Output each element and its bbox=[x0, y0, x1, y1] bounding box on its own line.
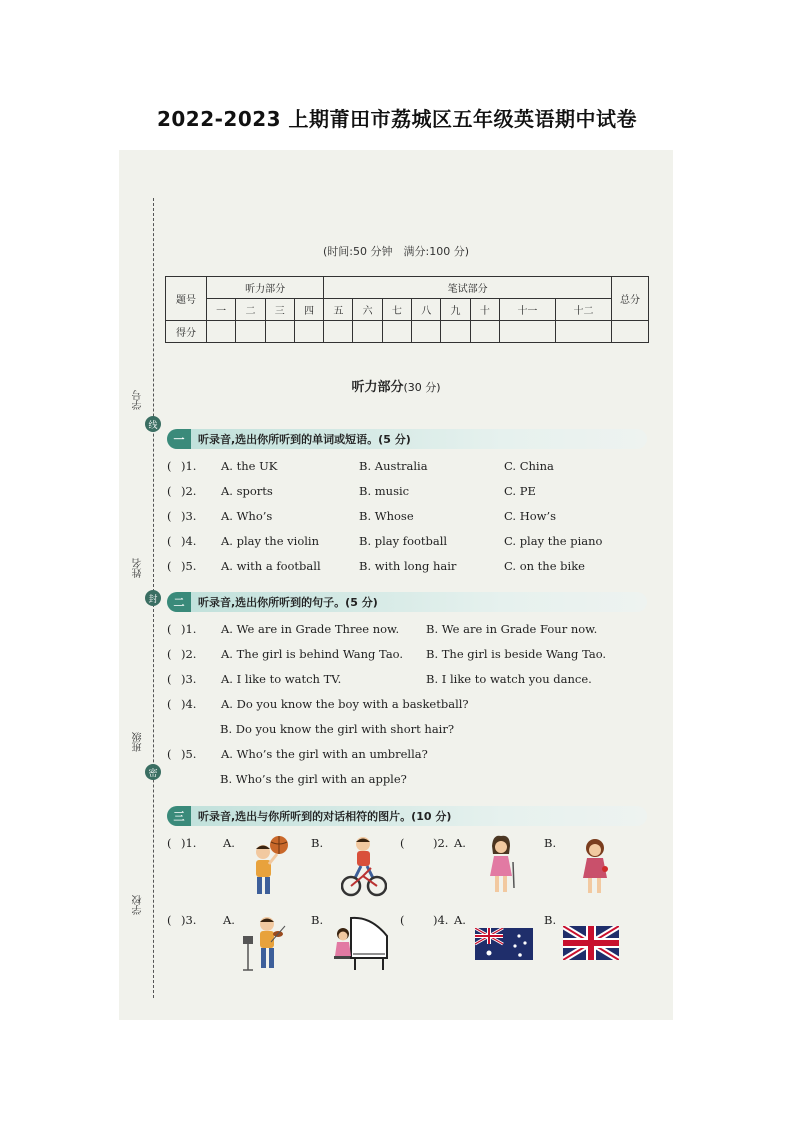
score-table-q-label: 题号 bbox=[166, 277, 207, 321]
answer-paren[interactable]: ( bbox=[167, 747, 172, 761]
score-table-total: 总分 bbox=[612, 277, 649, 321]
australia-flag-picture[interactable] bbox=[475, 928, 533, 960]
seal-mi: 密 bbox=[145, 764, 161, 780]
question-number: )4. bbox=[181, 697, 197, 711]
boy-on-bike-picture[interactable] bbox=[341, 834, 387, 900]
score-cell[interactable] bbox=[555, 321, 611, 343]
score-cell[interactable] bbox=[294, 321, 323, 343]
answer-paren[interactable]: ( bbox=[167, 459, 172, 473]
score-col: 七 bbox=[382, 299, 411, 321]
section-1-header bbox=[167, 429, 647, 449]
score-col: 一 bbox=[207, 299, 236, 321]
answer-paren[interactable]: ( bbox=[167, 534, 172, 548]
question-number: )1. bbox=[181, 836, 197, 850]
question-row bbox=[167, 484, 657, 500]
section-3-header bbox=[167, 806, 647, 826]
question-number: )1. bbox=[181, 622, 197, 636]
option-a: A. The girl is behind Wang Tao. bbox=[221, 647, 404, 661]
option-b: B. Do you know the girl with short hair? bbox=[220, 722, 455, 736]
question-number: )1. bbox=[181, 459, 197, 473]
option-b: B. bbox=[544, 913, 557, 927]
option-c: C. play the piano bbox=[504, 534, 603, 548]
option-b: B. We are in Grade Four now. bbox=[426, 622, 598, 636]
option-b: B. Who’s the girl with an apple? bbox=[220, 772, 407, 786]
score-cell[interactable] bbox=[412, 321, 441, 343]
document-title: 2022-2023 上期莆田市荔城区五年级英语期中试卷 bbox=[156, 107, 638, 131]
question-row bbox=[167, 747, 657, 763]
section-3-number: 三 bbox=[167, 806, 191, 826]
question-number: )2. bbox=[181, 647, 197, 661]
option-b: B. with long hair bbox=[359, 559, 457, 573]
exam-scan bbox=[119, 150, 673, 1020]
score-col: 十一 bbox=[499, 299, 555, 321]
option-c: C. China bbox=[504, 459, 554, 473]
option-b: B. The girl is beside Wang Tao. bbox=[426, 647, 607, 661]
side-label-banji: 班级 bbox=[133, 732, 144, 752]
question-row bbox=[167, 697, 657, 713]
score-col: 六 bbox=[353, 299, 382, 321]
question-number: )3. bbox=[181, 672, 197, 686]
section-2-number: 二 bbox=[167, 592, 191, 612]
answer-paren[interactable]: ( bbox=[400, 836, 405, 850]
score-col: 十 bbox=[470, 299, 499, 321]
score-cell[interactable] bbox=[470, 321, 499, 343]
option-a: A. with a football bbox=[221, 559, 321, 573]
question-number: )4. bbox=[181, 534, 197, 548]
section-1-number: 一 bbox=[167, 429, 191, 449]
part-title-text: 听力部分 bbox=[351, 380, 404, 395]
answer-paren[interactable]: ( bbox=[167, 836, 172, 850]
answer-paren[interactable]: ( bbox=[167, 697, 172, 711]
option-a: A. Do you know the boy with a basketball? bbox=[221, 697, 469, 711]
seal-feng: 封 bbox=[145, 590, 161, 606]
answer-paren[interactable]: ( bbox=[400, 913, 405, 927]
score-table-s-label: 得分 bbox=[166, 321, 207, 343]
answer-paren[interactable]: ( bbox=[167, 559, 172, 573]
section-2-title: 听录音,选出你所听到的句子。(5 分) bbox=[198, 596, 378, 609]
option-a: A. bbox=[454, 913, 466, 927]
option-b: B. bbox=[311, 913, 324, 927]
option-b: B. Australia bbox=[359, 459, 428, 473]
option-a: A. We are in Grade Three now. bbox=[221, 622, 400, 636]
question-row bbox=[167, 722, 657, 738]
question-row bbox=[167, 509, 657, 525]
score-col: 三 bbox=[265, 299, 294, 321]
answer-paren[interactable]: ( bbox=[167, 484, 172, 498]
question-row bbox=[167, 459, 657, 475]
option-b: B. Whose bbox=[359, 509, 414, 523]
score-col: 五 bbox=[324, 299, 353, 321]
option-a: A. Who’s the girl with an umbrella? bbox=[221, 747, 428, 761]
score-col: 十二 bbox=[555, 299, 611, 321]
option-a: A. I like to watch TV. bbox=[221, 672, 342, 686]
part-title bbox=[119, 376, 673, 395]
option-a: A. Who’s bbox=[221, 509, 273, 523]
side-label-xuexiao: 学校 bbox=[133, 895, 144, 915]
option-b: B. bbox=[544, 836, 557, 850]
seal-xian: 线 bbox=[145, 416, 161, 432]
question-number: )3. bbox=[181, 913, 197, 927]
question-row bbox=[167, 647, 657, 663]
answer-paren[interactable]: ( bbox=[167, 913, 172, 927]
score-cell[interactable] bbox=[265, 321, 294, 343]
score-cell[interactable] bbox=[207, 321, 236, 343]
question-number: )3. bbox=[181, 509, 197, 523]
boy-violin-picture[interactable] bbox=[241, 914, 287, 974]
question-row bbox=[167, 672, 657, 688]
score-table bbox=[165, 276, 649, 343]
answer-paren[interactable]: ( bbox=[167, 509, 172, 523]
score-cell-total[interactable] bbox=[612, 321, 649, 343]
answer-paren[interactable]: ( bbox=[167, 622, 172, 636]
option-a: A. sports bbox=[221, 484, 273, 498]
option-a: A. bbox=[454, 836, 466, 850]
question-number: )2. bbox=[433, 836, 449, 850]
section-2-header bbox=[167, 592, 647, 612]
side-label-xingming: 姓名 bbox=[133, 558, 144, 578]
score-cell[interactable] bbox=[441, 321, 470, 343]
section-1-title: 听录音,选出你所听到的单词或短语。(5 分) bbox=[198, 433, 411, 446]
score-cell[interactable] bbox=[499, 321, 555, 343]
score-col: 八 bbox=[412, 299, 441, 321]
answer-paren[interactable]: ( bbox=[167, 672, 172, 686]
score-table-writing-header: 笔试部分 bbox=[324, 277, 612, 299]
question-row bbox=[167, 534, 657, 550]
option-b: B. I like to watch you dance. bbox=[426, 672, 592, 686]
boy-basketball-picture[interactable] bbox=[245, 834, 295, 898]
question-row bbox=[167, 622, 657, 638]
option-b: B. bbox=[311, 836, 324, 850]
answer-paren[interactable]: ( bbox=[167, 647, 172, 661]
question-number: )2. bbox=[181, 484, 197, 498]
score-table-listening-header: 听力部分 bbox=[207, 277, 324, 299]
score-cell[interactable] bbox=[382, 321, 411, 343]
score-cell[interactable] bbox=[236, 321, 265, 343]
question-number: )4. bbox=[433, 913, 449, 927]
uk-flag-picture[interactable] bbox=[563, 926, 619, 960]
girl-apple-picture[interactable] bbox=[578, 836, 612, 898]
score-col: 四 bbox=[294, 299, 323, 321]
option-a: A. bbox=[223, 913, 235, 927]
option-a: A. play the violin bbox=[221, 534, 320, 548]
question-number: )5. bbox=[181, 747, 197, 761]
option-c: C. PE bbox=[504, 484, 536, 498]
exam-time-score: (时间:50 分钟 满分:100 分) bbox=[323, 245, 469, 258]
option-b: B. play football bbox=[359, 534, 448, 548]
girl-piano-picture[interactable] bbox=[331, 914, 391, 972]
score-cell[interactable] bbox=[353, 321, 382, 343]
question-row bbox=[167, 772, 657, 788]
score-col: 二 bbox=[236, 299, 265, 321]
section-3-title: 听录音,选出与你所听到的对话相符的图片。(10 分) bbox=[198, 810, 452, 823]
score-col: 九 bbox=[441, 299, 470, 321]
option-a: A. the UK bbox=[221, 459, 278, 473]
option-b: B. music bbox=[359, 484, 410, 498]
option-c: C. on the bike bbox=[504, 559, 585, 573]
part-points: (30 分) bbox=[403, 381, 441, 394]
option-c: C. How’s bbox=[504, 509, 557, 523]
question-row bbox=[167, 559, 657, 575]
question-number: )5. bbox=[181, 559, 197, 573]
option-a: A. bbox=[223, 836, 235, 850]
side-label-xuehao: 学号 bbox=[133, 390, 144, 410]
score-cell[interactable] bbox=[324, 321, 353, 343]
girl-umbrella-picture[interactable] bbox=[485, 834, 519, 898]
